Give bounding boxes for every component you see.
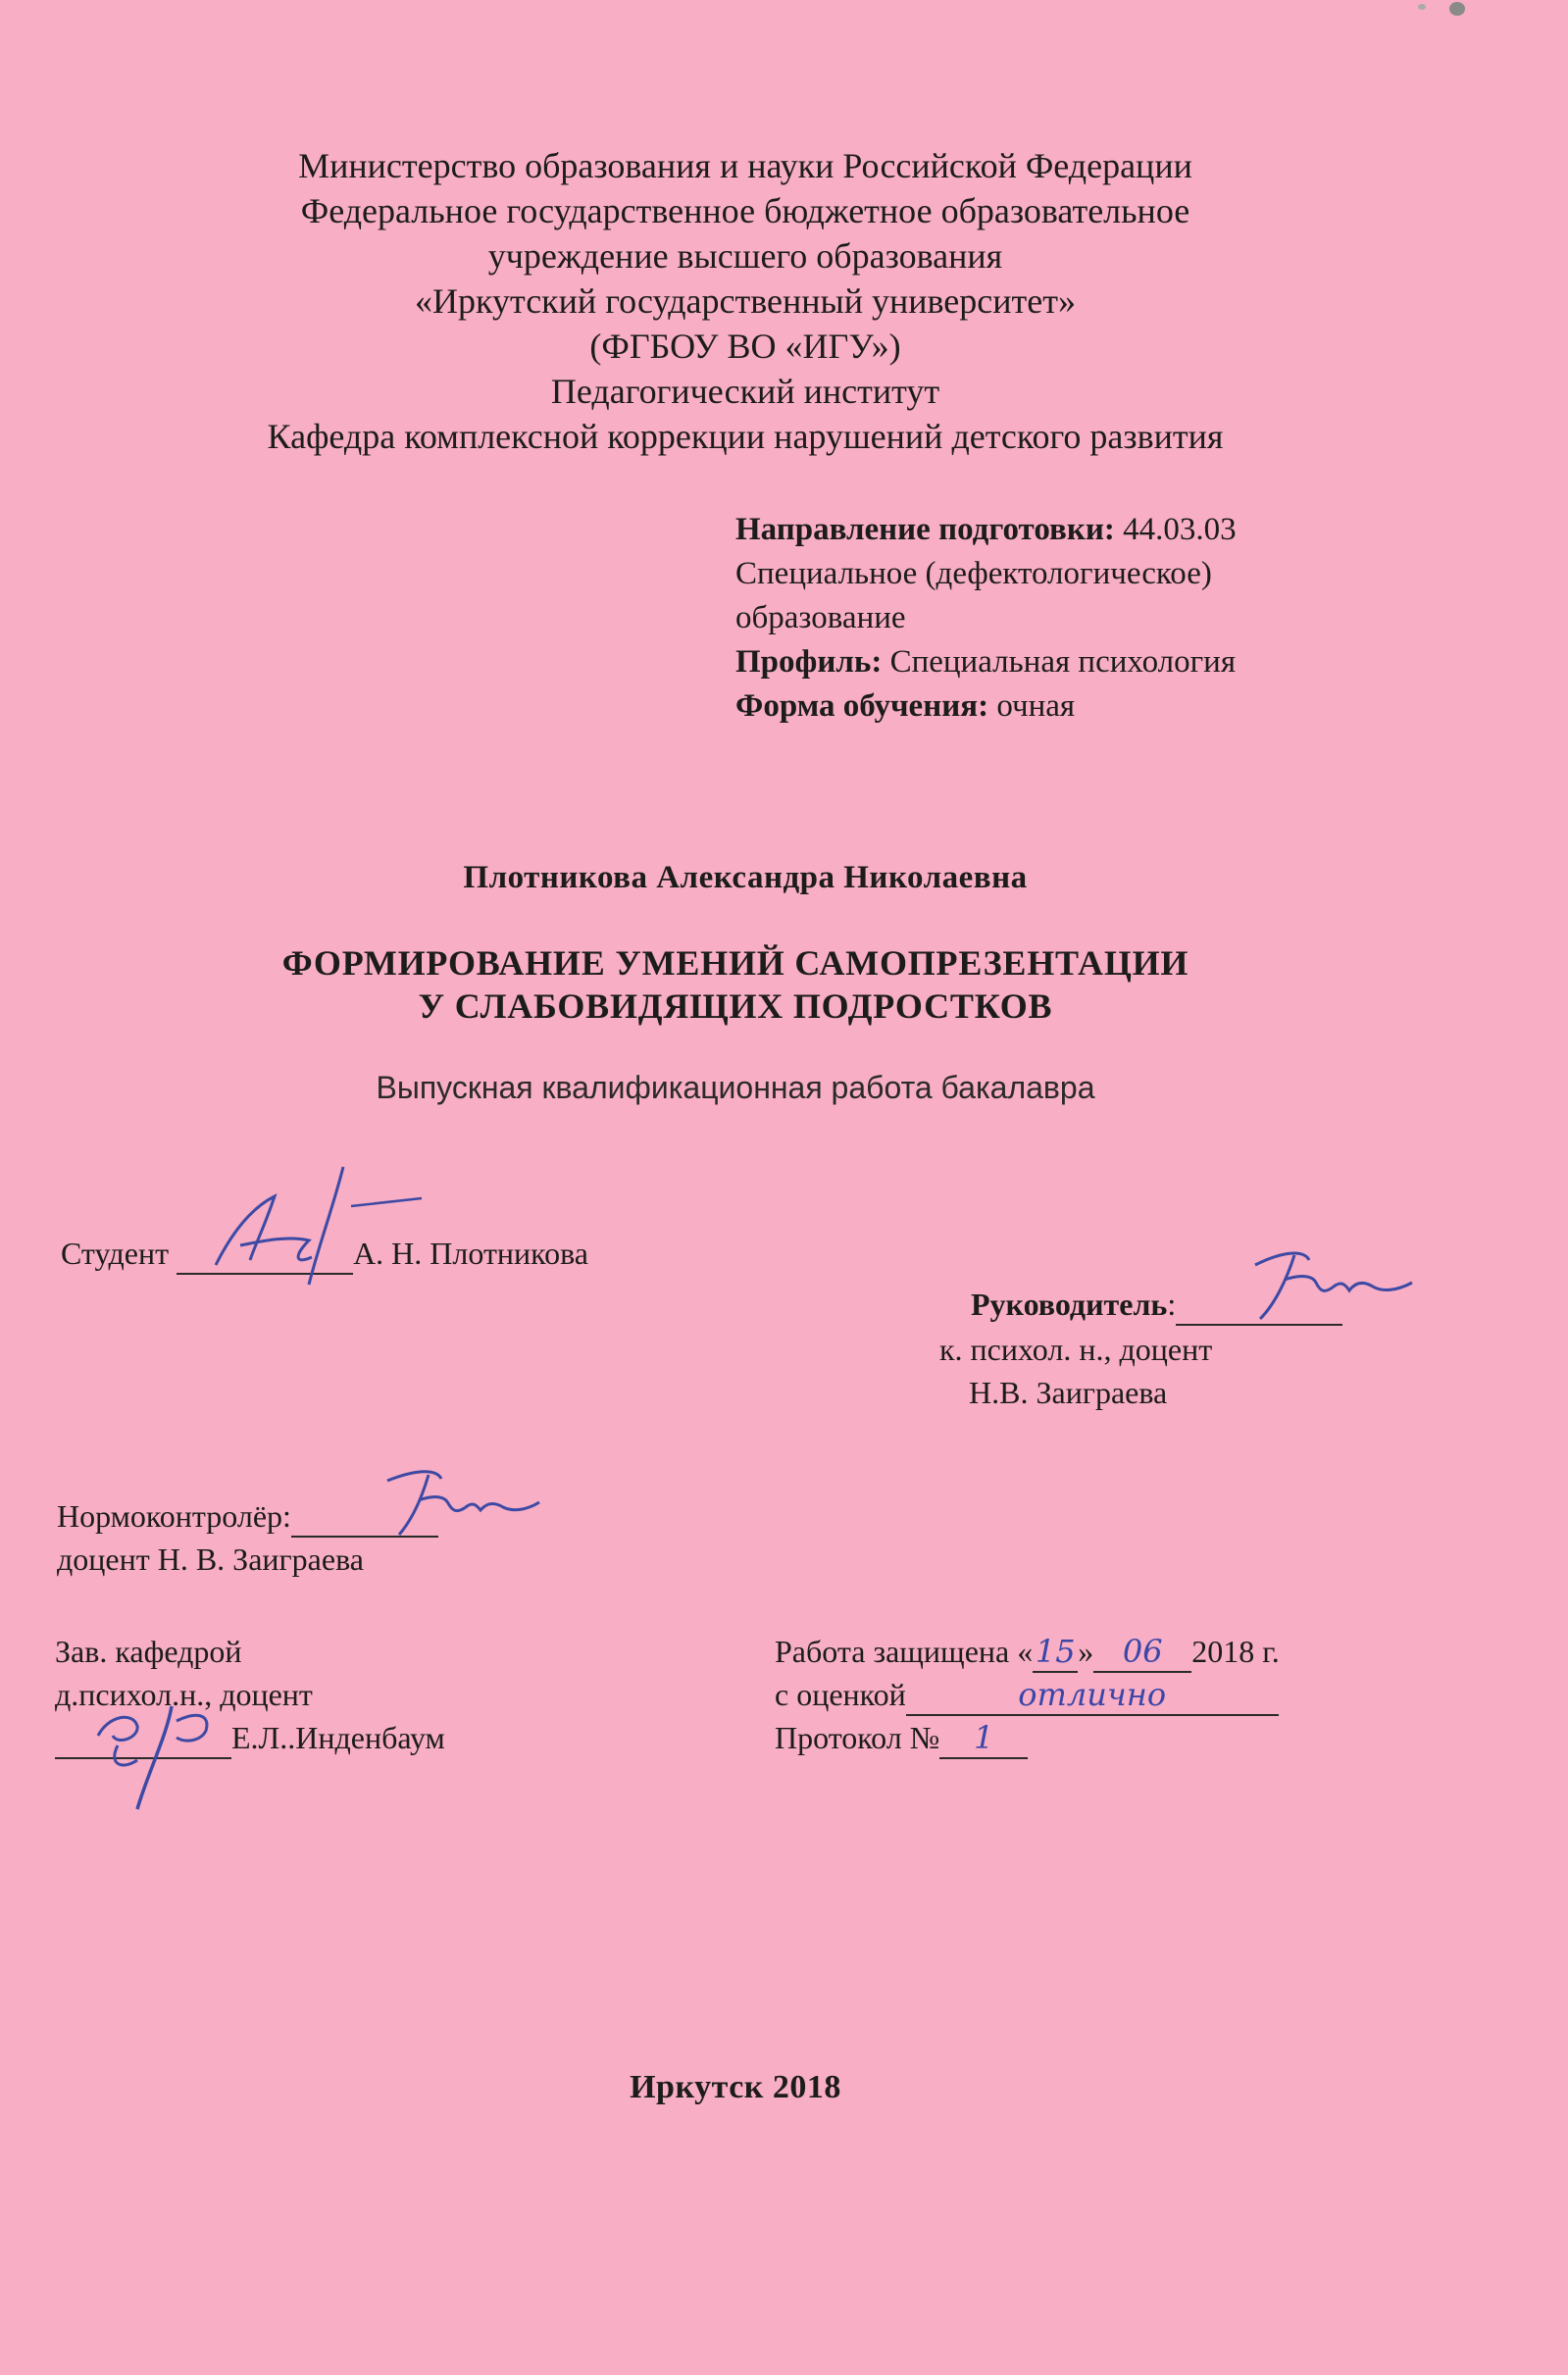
institution-header	[0, 143, 1491, 459]
normcontrol-name: доцент Н. В. Заиграева	[57, 1541, 364, 1577]
header-line-abbreviation: (ФГБОУ ВО «ИГУ»)	[589, 327, 901, 366]
protocol-line	[775, 1718, 1028, 1759]
scan-speck	[1418, 4, 1426, 10]
thesis-title-line1: ФОРМИРОВАНИЕ УМЕНИЙ САМОПРЕЗЕНТАЦИИ	[281, 943, 1189, 983]
direction-label: Направление подготовки:	[735, 512, 1115, 547]
form-label: Форма обучения:	[735, 688, 989, 724]
form-value: очная	[996, 688, 1076, 724]
normcontrol-signature	[368, 1451, 544, 1549]
student-label: Студент	[61, 1236, 170, 1271]
header-line-university: «Иркутский государственный университет»	[415, 281, 1076, 321]
supervisor-colon: :	[1167, 1287, 1177, 1322]
supervisor-label: Руководитель	[971, 1287, 1168, 1322]
student-name: А. Н. Плотникова	[353, 1236, 588, 1271]
head-label: Зав. кафедрой	[55, 1634, 242, 1669]
defense-date-line	[775, 1632, 1280, 1673]
supervisor-name: Н.В. Заиграева	[969, 1375, 1168, 1410]
supervisor-signature	[1226, 1226, 1422, 1334]
head-signature	[78, 1667, 255, 1814]
profile-label: Профиль:	[735, 644, 883, 680]
protocol-label: Протокол №	[775, 1720, 940, 1755]
city-year: Иркутск 2018	[630, 2069, 841, 2105]
supervisor-degree: к. психол. н., доцент	[939, 1332, 1213, 1367]
defense-year: 2018 г.	[1191, 1634, 1280, 1669]
direction-block	[735, 508, 1500, 729]
grade-label: с оценкой	[775, 1677, 906, 1712]
head-degree: д.психол.н., доцент	[55, 1677, 313, 1712]
normcontrol-label: Нормоконтролёр:	[57, 1498, 291, 1534]
protocol-value: 1	[939, 1718, 1028, 1759]
scan-speck	[1449, 2, 1465, 16]
defense-mid: »	[1078, 1634, 1094, 1669]
profile-value: Специальная психология	[889, 644, 1237, 680]
header-line-department: Кафедра комплексной коррекции нарушений детского развития	[267, 417, 1224, 456]
defense-label: Работа защищена «	[775, 1634, 1034, 1669]
thesis-title-line2: У СЛАБОВИДЯЩИХ ПОДРОСТКОВ	[418, 986, 1053, 1026]
defense-grade-line	[775, 1675, 1279, 1716]
work-type: Выпускная квалификационная работа бакалавра	[376, 1070, 1095, 1105]
header-line-education-level: учреждение высшего образования	[487, 236, 1003, 276]
author-name: Плотникова Александра Николаевна	[463, 860, 1028, 895]
header-line-institute: Педагогический институт	[550, 372, 940, 411]
header-line-ministry: Министерство образования и науки Российской Федерации	[298, 146, 1192, 185]
direction-code: 44.03.03	[1123, 512, 1237, 547]
defense-day: 15	[1033, 1632, 1078, 1673]
header-line-institution-type: Федеральное государственное бюджетное образовательное	[300, 191, 1190, 230]
thesis-title	[0, 941, 1471, 1028]
direction-name-line1: Специальное (дефектологическое)	[735, 556, 1212, 591]
grade-value: отлично	[906, 1675, 1279, 1716]
defense-month: 06	[1093, 1632, 1191, 1673]
head-name: Е.Л..Инденбаум	[231, 1720, 445, 1755]
student-signature	[196, 1147, 431, 1294]
direction-name-line2: образование	[735, 600, 906, 635]
